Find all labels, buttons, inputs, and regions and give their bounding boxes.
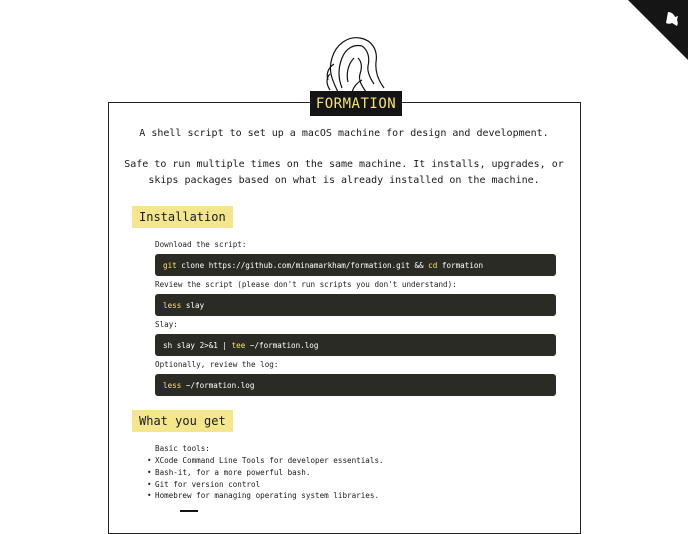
what-you-get-heading: What you get: [132, 410, 233, 432]
code-keyword: cd: [428, 260, 438, 270]
github-octocat-icon[interactable]: [628, 0, 688, 60]
code-block-review[interactable]: [155, 294, 556, 316]
portrait-illustration: [318, 34, 390, 96]
step-label: Optionally, review the log:: [155, 360, 279, 369]
code-text: ~/formation.log: [181, 380, 255, 390]
tools-list: [147, 455, 384, 502]
code-text: formation: [437, 260, 484, 270]
code-text: ~/formation.log: [245, 340, 319, 350]
code-text: slay: [181, 300, 205, 310]
list-item: • Homebrew for managing operating system libraries.: [147, 491, 380, 501]
intro-line-3: skips packages based on what is already installed on the machine.: [148, 175, 540, 186]
code-keyword: less: [163, 300, 182, 310]
code-block-slay[interactable]: [155, 334, 556, 356]
installation-heading: Installation: [132, 206, 233, 228]
basic-tools-label: Basic tools:: [155, 444, 210, 453]
list-item: • Bash-it, for a more powerful bash.: [147, 467, 311, 477]
intro-tagline: A shell script to set up a macOS machine for design and development.: [139, 128, 549, 139]
list-item: • XCode Command Line Tools for developer essentials.: [147, 456, 384, 465]
code-text: clone https://github.com/minamarkham/formation.git &&: [176, 260, 429, 270]
github-corner[interactable]: [628, 0, 688, 60]
code-keyword: git: [163, 260, 177, 270]
step-label: Download the script:: [155, 240, 247, 249]
brand-title: FORMATION: [310, 91, 402, 116]
code-block-log[interactable]: [155, 374, 556, 396]
code-block-download[interactable]: [155, 254, 556, 276]
step-label: Slay:: [155, 320, 178, 329]
intro-line-2: Safe to run multiple times on the same machine. It installs, upgrades, or: [124, 159, 564, 170]
code-keyword: less: [163, 380, 182, 390]
code-keyword: tee: [231, 340, 246, 350]
step-label: Review the script (please don't run scripts you don't understand):: [155, 280, 457, 289]
list-item: • Git for version control: [147, 479, 261, 489]
code-text: sh slay 2>&1 |: [163, 340, 232, 350]
